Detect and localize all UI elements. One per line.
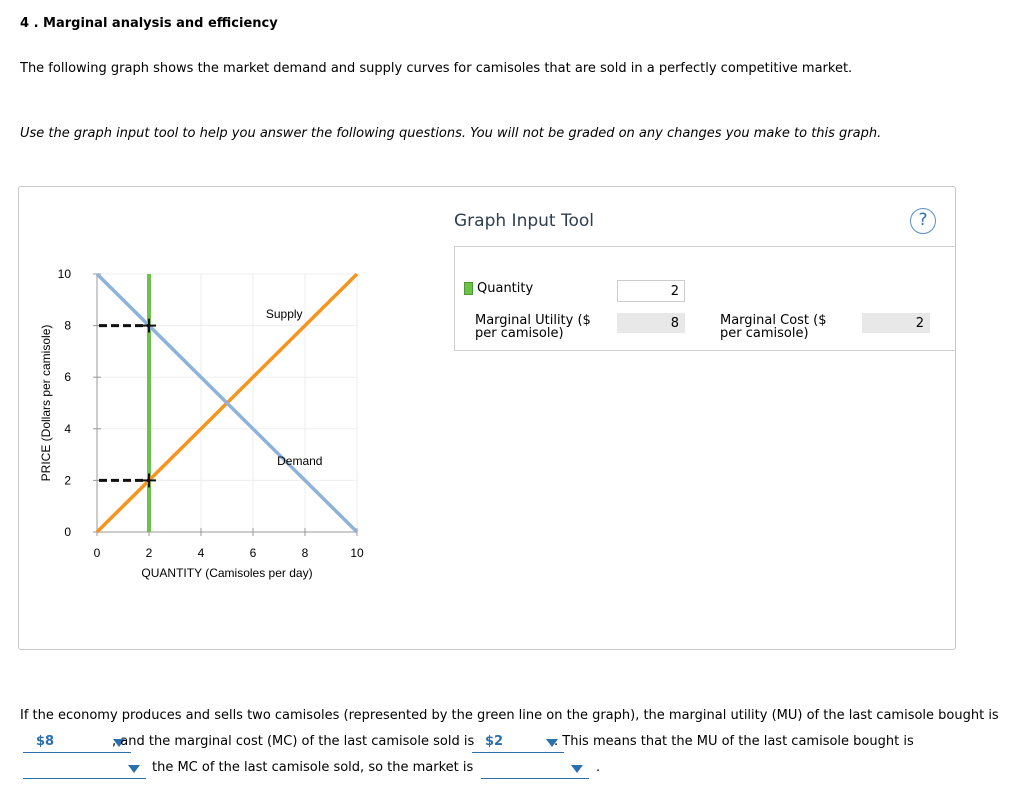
x-tick-label: 4 (197, 546, 205, 560)
quantity-label-text: Quantity (477, 281, 534, 296)
efficiency-dropdown[interactable] (481, 760, 589, 779)
x-axis-title: QUANTITY (Camisoles per day) (141, 566, 313, 580)
marginal-cost-value: 2 (862, 313, 930, 333)
marginal-utility-label-line1: Marginal Utility ($ (475, 313, 591, 328)
comparison-dropdown[interactable] (23, 760, 146, 779)
tool-divider (454, 246, 956, 247)
chevron-down-icon (571, 765, 583, 773)
marginal-cost-label-line2: per camisole) (720, 326, 809, 341)
y-tick-label: 0 (64, 525, 71, 539)
question-heading: 4 . Marginal analysis and efficiency (20, 16, 278, 31)
marginal-utility-label (475, 314, 591, 340)
question-line-3 (20, 760, 1020, 780)
tool-divider (454, 246, 455, 351)
y-axis-title: PRICE (Dollars per camisole) (39, 324, 53, 482)
mc-answer-value: $2 (485, 734, 504, 749)
y-tick-label: 2 (64, 473, 71, 488)
x-tick-label: 0 (93, 546, 101, 560)
curve-label: Demand (277, 453, 323, 468)
y-tick-label: 6 (64, 370, 71, 385)
question-line-2a: , and the marginal cost (MC) of the last camisole sold is (112, 734, 475, 749)
y-tick-label: 10 (57, 267, 71, 281)
question-line-2 (20, 734, 1020, 754)
curve-label: Supply (265, 306, 303, 321)
mc-answer-dropdown[interactable] (472, 734, 564, 753)
question-circle-icon[interactable]: ? (910, 208, 936, 234)
question-line-1: If the economy produces and sells two camisoles (represented by the green line on the graph), the marginal utility (MU) of the last camisole bought is (20, 708, 999, 723)
x-tick-label: 2 (145, 546, 153, 560)
quantity-input[interactable]: 2 (617, 280, 685, 302)
chevron-down-icon (128, 765, 140, 773)
x-tick-label: 6 (249, 546, 257, 560)
tool-divider (454, 350, 956, 351)
marginal-cost-label (720, 314, 827, 340)
supply-demand-chart[interactable] (30, 260, 430, 600)
mu-answer-value: $8 (36, 734, 55, 749)
graph-input-tool-title: Graph Input Tool (454, 211, 594, 231)
x-tick-label: 10 (350, 546, 364, 560)
question-line-3-end: . (596, 760, 601, 775)
marginal-cost-label-line1: Marginal Cost ($ (720, 313, 827, 328)
instructions-text: Use the graph input tool to help you answer the following questions. You will not be graded on any changes you make to this graph. (20, 126, 882, 141)
marginal-utility-label-line2: per camisole) (475, 326, 564, 341)
quantity-label (464, 281, 533, 296)
question-line-3-text: the MC of the last camisole sold, so the market is (152, 760, 474, 775)
quantity-swatch-icon (464, 282, 473, 295)
question-line-2b: . This means that the MU of the last camisole bought is (554, 734, 914, 749)
y-tick-label: 4 (64, 421, 71, 436)
y-tick-label: 8 (64, 318, 71, 333)
intro-text: The following graph shows the market demand and supply curves for camisoles that are sold in a perfectly competitive market. (20, 61, 853, 76)
x-tick-label: 8 (301, 546, 309, 560)
marginal-utility-value: 8 (617, 313, 685, 333)
